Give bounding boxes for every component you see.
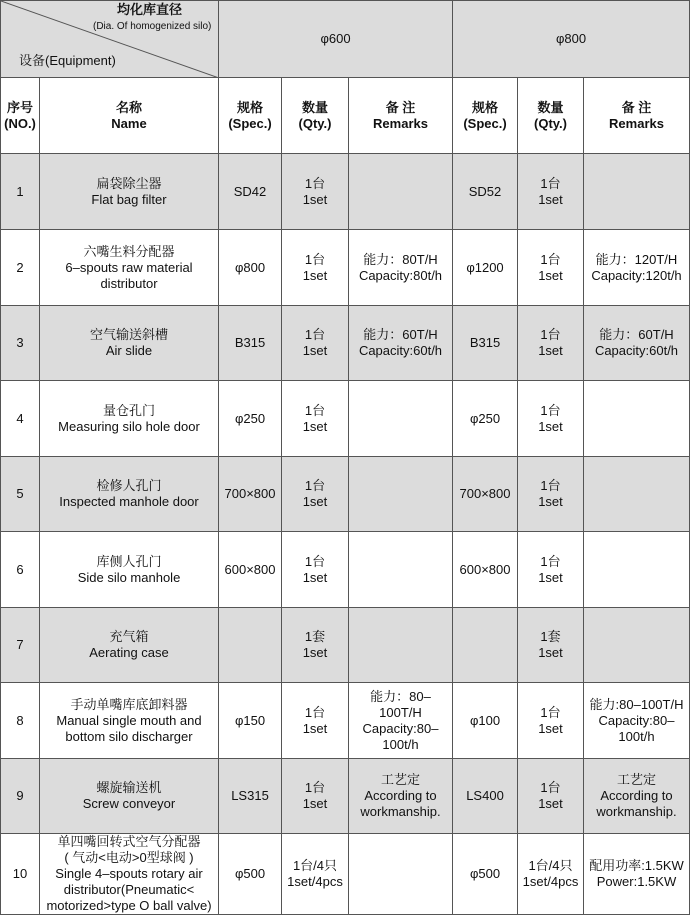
row-number: 3 (1, 306, 40, 381)
table-row (1, 759, 690, 834)
row-number: 9 (1, 759, 40, 834)
qty-600: 1台 1set (282, 230, 349, 306)
row-number: 4 (1, 381, 40, 457)
spec-800: φ250 (453, 381, 518, 457)
qty-600: 1台 1set (282, 683, 349, 759)
qty-600: 1台 1set (282, 457, 349, 532)
remarks-800 (584, 381, 690, 457)
spec-800: 700×800 (453, 457, 518, 532)
row-number: 6 (1, 532, 40, 608)
qty-800: 1台/4只 1set/4pcs (518, 834, 584, 915)
qty-800: 1套 1set (518, 608, 584, 683)
remarks-800: 工艺定 According to workmanship. (584, 759, 690, 834)
row-number: 10 (1, 834, 40, 915)
qty-600: 1台 1set (282, 381, 349, 457)
remarks-800 (584, 457, 690, 532)
silo-diameter-label-en: (Dia. Of homogenized silo) (93, 21, 212, 32)
equipment-label: 设备(Equipment) (19, 53, 116, 68)
qty-600: 1台/4只 1set/4pcs (282, 834, 349, 915)
spec-800: φ100 (453, 683, 518, 759)
col-spec-header-600: 规格 (Spec.) (219, 78, 282, 154)
equipment-name: 单四嘴回转式空气分配器 ( 气动<电动>0型球阀 ) Single 4–spouts rotary air distributor(Pneumatic< motorized>type O ball valve) (40, 834, 219, 915)
remarks-600 (349, 381, 453, 457)
spec-800 (453, 608, 518, 683)
qty-600: 1台 1set (282, 306, 349, 381)
equipment-name: 检修人孔门 Inspected manhole door (40, 457, 219, 532)
qty-800: 1台 1set (518, 759, 584, 834)
col-remarks-header-800: 备 注 Remarks (584, 78, 690, 154)
spec-600: φ150 (219, 683, 282, 759)
row-number: 7 (1, 608, 40, 683)
remarks-600: 能力：80T/H Capacity:80t/h (349, 230, 453, 306)
table-row (1, 154, 690, 230)
table-row (1, 608, 690, 683)
spec-600: 600×800 (219, 532, 282, 608)
spec-800: φ500 (453, 834, 518, 915)
spec-600: SD42 (219, 154, 282, 230)
table-row (1, 230, 690, 306)
remarks-800: 能力:80–100T/H Capacity:80–100t/h (584, 683, 690, 759)
equipment-name: 库侧人孔门 Side silo manhole (40, 532, 219, 608)
qty-800: 1台 1set (518, 683, 584, 759)
diagonal-header-cell (1, 1, 219, 78)
remarks-600 (349, 608, 453, 683)
qty-600: 1套 1set (282, 608, 349, 683)
spec-800: 600×800 (453, 532, 518, 608)
qty-800: 1台 1set (518, 154, 584, 230)
equipment-name: 量仓孔门 Measuring silo hole door (40, 381, 219, 457)
silo-diameter-label: 均化库直径 (117, 2, 183, 17)
equipment-name: 六嘴生料分配器 6–spouts raw material distributor (40, 230, 219, 306)
qty-800: 1台 1set (518, 532, 584, 608)
remarks-600 (349, 457, 453, 532)
spec-800: B315 (453, 306, 518, 381)
remarks-800 (584, 154, 690, 230)
remarks-800: 能力：120T/H Capacity:120t/h (584, 230, 690, 306)
row-number: 2 (1, 230, 40, 306)
spec-600: φ800 (219, 230, 282, 306)
col-remarks-header-600: 备 注 Remarks (349, 78, 453, 154)
qty-800: 1台 1set (518, 381, 584, 457)
remarks-800: 配用功率:1.5KW Power:1.5KW (584, 834, 690, 915)
col-no-header: 序号 (NO.) (1, 78, 40, 154)
qty-600: 1台 1set (282, 759, 349, 834)
qty-600: 1台 1set (282, 532, 349, 608)
remarks-600: 能力：60T/H Capacity:60t/h (349, 306, 453, 381)
remarks-800: 能力：60T/H Capacity:60t/h (584, 306, 690, 381)
spec-600: LS315 (219, 759, 282, 834)
table-row (1, 457, 690, 532)
diameter-800-header: φ800 (453, 1, 690, 78)
spec-600 (219, 608, 282, 683)
col-name-header: 名称 Name (40, 78, 219, 154)
remarks-800 (584, 532, 690, 608)
row-number: 8 (1, 683, 40, 759)
remarks-600 (349, 532, 453, 608)
row-number: 1 (1, 154, 40, 230)
equipment-name: 扁袋除尘器 Flat bag filter (40, 154, 219, 230)
remarks-600 (349, 834, 453, 915)
col-spec-header-800: 规格 (Spec.) (453, 78, 518, 154)
diameter-600-header: φ600 (219, 1, 453, 78)
qty-800: 1台 1set (518, 306, 584, 381)
col-qty-header-600: 数量 (Qty.) (282, 78, 349, 154)
spec-800: LS400 (453, 759, 518, 834)
table-row (1, 683, 690, 759)
col-qty-header-800: 数量 (Qty.) (518, 78, 584, 154)
spec-800: φ1200 (453, 230, 518, 306)
remarks-600: 能力：80–100T/H Capacity:80–100t/h (349, 683, 453, 759)
table-row (1, 834, 690, 915)
equipment-name: 手动单嘴库底卸料器 Manual single mouth and bottom silo discharger (40, 683, 219, 759)
equipment-name: 螺旋输送机 Screw conveyor (40, 759, 219, 834)
column-header-row (1, 78, 690, 154)
qty-800: 1台 1set (518, 230, 584, 306)
equipment-name: 充气箱 Aerating case (40, 608, 219, 683)
silo-diameter-header-row (1, 1, 690, 78)
remarks-800 (584, 608, 690, 683)
spec-800: SD52 (453, 154, 518, 230)
qty-600: 1台 1set (282, 154, 349, 230)
table-row (1, 306, 690, 381)
spec-600: B315 (219, 306, 282, 381)
remarks-600 (349, 154, 453, 230)
equipment-name: 空气输送斜槽 Air slide (40, 306, 219, 381)
table-row (1, 381, 690, 457)
spec-600: φ500 (219, 834, 282, 915)
qty-800: 1台 1set (518, 457, 584, 532)
spec-600: φ250 (219, 381, 282, 457)
row-number: 5 (1, 457, 40, 532)
spec-600: 700×800 (219, 457, 282, 532)
table-row (1, 532, 690, 608)
remarks-600: 工艺定 According to workmanship. (349, 759, 453, 834)
